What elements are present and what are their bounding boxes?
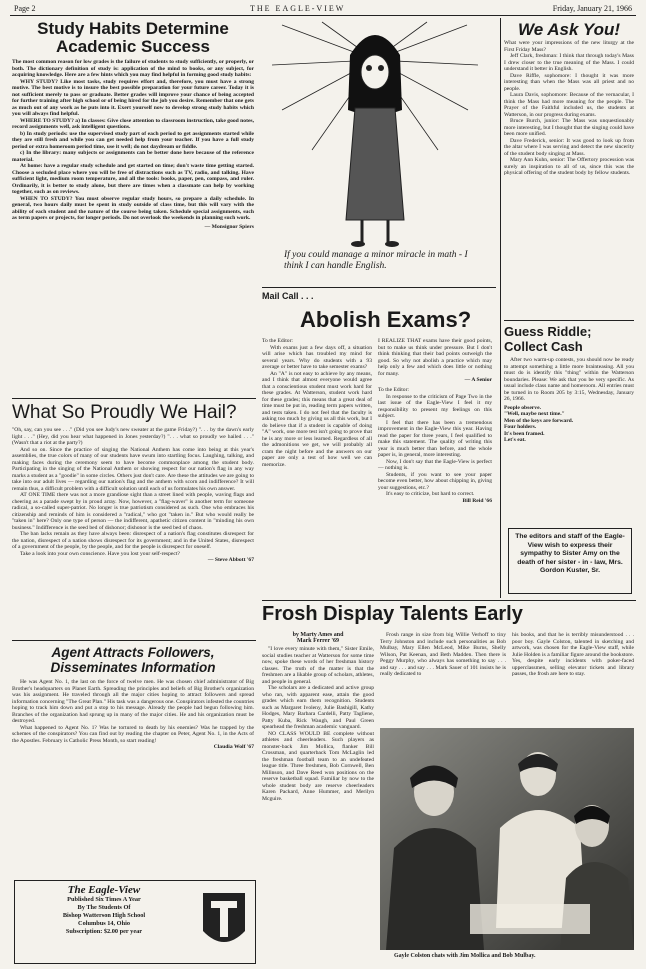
agent-article bbox=[12, 645, 254, 750]
publication-line-3: Bishop Watterson High School bbox=[62, 912, 146, 919]
paper-title: THE EAGLE-VIEW bbox=[250, 4, 346, 13]
divider-4 bbox=[504, 320, 634, 321]
letter-1-cont bbox=[378, 338, 492, 504]
study-p4: b) In study periods: use the supervised study part of each period to get assignments started while they are still fresh and while you can get needed help from your teacher. If you have a full study period or extra homeroom period time, use it well; do not daydream or fiddle. bbox=[12, 130, 254, 150]
letter1-p3: I REALIZE THAT exams have their good points, but to make us think under pressure. But I don't think thinking that their bad points outweigh the good. So why not abolish a practice which may help only a few and which does little or nothing for many. bbox=[378, 338, 492, 377]
agent-p2: What happened to Agent No. 1? Was he tortured to death by his enemies? Was he trapped by the schemes of the conspirators? You can find out by reading the chapter on Peter, Agent No. 1, in the Acts of the Apostles. February is Catholic Press Month, so start reading! bbox=[12, 724, 254, 744]
frosh-p5: his books, and that he is terribly misunderstood . . . poor boy. Gayle Colston, talented in sketching and artwork, was chosen for the Eagle-View staff, while Julie Holden is a familiar figure around the bookstore. Yes, despite early incidents with poker-faced upperclassmen, selling elevator tickets and library passes, the frosh are here to stay. bbox=[512, 632, 634, 677]
study-p5: c) In the library: many subjects or assignments can be better done here because of the reference material. bbox=[12, 150, 254, 163]
cartoon-drawing-icon bbox=[262, 20, 488, 250]
letter2-to: To the Editor: bbox=[378, 387, 409, 393]
agent-p1: He was Agent No. 1, the last on the force of twelve men. He was chosen chief administrator of Big Brother's headquarters on Planet Earth. Spreading the principles and beliefs of Big Brother's organization was his assignment. He traveled through all the major cities hoping to attract followers and spread information concerning "The Great Plan." His task was a dangerous one. Conspirators infested the countries hoping to track him down and put a stop to his message. Already the people had begun following him. Branches of the organization had sprung up in many of the major cities. He and his organization must be destroyed. bbox=[12, 679, 254, 724]
riddle-p1: After two warm-up contests, you should now be ready to attempt something a little more brainteasing. All you must do is identify this "thing" within the Watterson boundaries. Please: We ask that you be very specific. As usual include class name and homeroom. All entries must be turned in to Room 205 by 3:15, Wednesday, January 26, 1966. bbox=[504, 357, 634, 402]
abolish-headline: Abolish Exams? bbox=[300, 307, 472, 332]
publication-line-5: Subscription: $2.00 per year bbox=[65, 928, 143, 935]
hail-headline: What So Proudly We Hail? bbox=[12, 402, 237, 423]
hail-p1: "Oh, say, can you see . . ." (Did you see Judy's new sweater at the game Friday?) ". . . by the dawn's early light . . ." (Hey, did you hear what happened in Jones yesterday?) ". . . what so proudly we hailed . . ." (Wasn't that a riot at the party?) bbox=[12, 427, 254, 446]
mail-call-label: Mail Call . . . bbox=[262, 291, 314, 301]
frosh-photo-icon bbox=[380, 728, 634, 950]
divider-3 bbox=[262, 287, 496, 288]
frosh-p2: The scholars are a dedicated and active group who ran, with apparent ease, attain the good grades which earn them recognition. Students such as Margaret Ivoleny, Julie Bashigill, Kathy Hodges, Mary Barbara Cardelli, Patty Tagliene, Patty Kuba, Rick Waugh, and Paul Green spearhead the freshman academic vanguard. bbox=[262, 685, 374, 730]
hail-signature: — Steve Abbott '67 bbox=[207, 557, 254, 563]
hail-article bbox=[12, 402, 254, 563]
riddle-clue-2: "Well, maybe next time." bbox=[504, 411, 565, 417]
sympathy-text: The editors and staff of the Eagle-View wish to express their sympathy to Sister Amy on the death of her sister - in - law, Mrs. Gordon Kuster, Sr. bbox=[515, 533, 625, 574]
publication-box bbox=[14, 880, 256, 964]
riddle-clue-4: Four holders. bbox=[504, 424, 537, 430]
frosh-headline: Frosh Display Talents Early bbox=[262, 603, 523, 625]
agent-signature: Claudia Wolf '67 bbox=[213, 744, 254, 750]
masthead-rule bbox=[10, 15, 636, 16]
sympathy-box bbox=[508, 528, 632, 594]
publication-line-2: By The Students Of bbox=[77, 904, 131, 911]
riddle-article bbox=[504, 324, 634, 444]
photo-caption: Gayle Colston chats with Jim Mollica and Bob Mulbay. bbox=[394, 953, 536, 959]
riddle-headline: Guess Riddle; Collect Cash bbox=[504, 324, 592, 354]
study-p2: WHY STUDY? Like most tasks, study requires effort and, therefore, you must have a strong motive. The best motive is to insure the best possible preparation for your future career. Today it is not sufficient merely to pass or graduate. Better grades will improve your chance of being accepted for further training after high school or of being hired for the job you desire. Remember that one gets as much out of any work as he puts into it. Exert yourself now to develop strong study habits which you will always find helpful. bbox=[12, 78, 254, 117]
riddle-clue-6: Let's eat. bbox=[504, 437, 526, 443]
cartoon bbox=[262, 20, 488, 282]
letter1-to: To the Editor: bbox=[262, 338, 293, 344]
hail-p4: The ban lacks remain as they have always been: disrespect of a nation's flag constitutes disrespect for the nation, disrespect of a nation shows disrespect for its government; and in the United States, disrespect of a government of the people, by the people, and for the people is disrespect for oneself. bbox=[12, 531, 254, 550]
divider-5 bbox=[262, 600, 636, 601]
issue-date: Friday, January 21, 1966 bbox=[552, 4, 632, 13]
we-ask-answer-6: Mary Ann Kuhn, senior: The Offertory procession was surely an inspiration to all of us, since this was the physical offering of the student body by fellow students. bbox=[504, 157, 634, 176]
study-signature: — Monsignor Spiers bbox=[204, 223, 254, 230]
frosh-byline-1: by Marty Ames and bbox=[292, 632, 344, 638]
publication-line-1: Published Six Times A Year bbox=[67, 896, 141, 903]
hail-p5: Take a look into your own conscience. Have you lost your self-respect? bbox=[20, 550, 180, 557]
letter2-p4: Students, if you want to see your paper become even better, how about chipping in, giving your suggestions, etc.? bbox=[378, 471, 492, 491]
we-ask-answer-2: Dave Riffle, sophomore: I thought it was more interesting than when the Mass was all priest and no people. bbox=[504, 72, 634, 92]
school-crest-icon bbox=[201, 891, 247, 953]
frosh-byline-2: Mark Ferrer '69 bbox=[296, 638, 340, 644]
letter2-p1: In response to the criticism of Page Two in the last issue of the Eagle-View I feel it my responsibility to present my feelings on this subject. bbox=[378, 393, 492, 419]
publication-name: The Eagle-View bbox=[67, 884, 141, 896]
we-ask-headline: We Ask You! bbox=[517, 20, 621, 39]
riddle-clue-1: People observe. bbox=[504, 404, 541, 411]
we-ask-answer-5: Dave Frederick, senior: It was good to look up from the altar where I was serving and detect the new sincerity of the student body singing at Mass. bbox=[504, 137, 634, 157]
we-ask-answer-4: Bruce Burch, junior: The Mass was unquestionably more interesting, but I thought that the singing could have been more unified. bbox=[504, 118, 634, 137]
publication-line-4: Columbus 14, Ohio bbox=[78, 920, 130, 927]
frosh-col-2 bbox=[380, 632, 506, 678]
divider-1 bbox=[12, 398, 256, 399]
we-ask-answer-1: Jeff Clark, freshman: I think that through today's Mass I drew closer to the true meaning of the Mass. I could understand it better in English. bbox=[504, 53, 634, 72]
column-rule bbox=[500, 18, 501, 598]
study-p1: The most common reason for low grades is the failure of students to study sufficiently, or properly, or both. The dictionary definition of study is: application of the mind to books, or any subject, for acquiring knowledge. Here are a few hints which you may find helpful in forming good study habits: bbox=[12, 59, 254, 78]
letter1-p1: With exams just a few days off, a situation will arise which has troubled my mind for several years. Why do students with a 93 average or better have to take semester exams? bbox=[262, 344, 372, 370]
frosh-p1: "I love every minute with them," Sister Emile, social studies teacher at Watterson for some time now, spoke these words of her freshman history classes. The truth of the matter is that the freshmen are a likable group of scholars, athletes, and people in general. bbox=[262, 646, 374, 685]
cartoon-caption: If you could manage a minor miracle in math - I think I can handle English. bbox=[284, 250, 468, 271]
we-ask-question: What were your impressions of the new liturgy at the First Friday Mass? bbox=[504, 40, 634, 53]
page-number: Page 2 bbox=[14, 4, 36, 13]
letter1-signature: — A Senior bbox=[464, 377, 492, 383]
agent-headline: Agent Attracts Followers, Disseminates Information bbox=[50, 645, 216, 675]
letter-1 bbox=[262, 338, 372, 468]
frosh-p4: Frosh range in size from big Willie Verhoff to tiny Terry Johnston and include such personalities as Bob Mulbay, Mary Ellen McLeod, Mike Burns, Shelly Wilson, Pat Keenan, and Beth Madden. Then there is Peggy Murphy, who always has something to say . . . and say . . . and say . . . Mark Sauer of 101 insists he is really dedicated to bbox=[380, 632, 506, 677]
letter1-p2: An "A" is not easy to achieve by any means, and I think that almost everyone would agree that a conscientious student must work hard for these grades. At Watterson, student work hard for these grades; this means that a great deal of time must be put in, reading term papers written, and tests taken. I do not feel that the faculty is asking too much by giving us all this work, but I do believe that if a student is capable of doing "A" work, one more test isn't going to prove that he is any more or less learned. Regardless of all the admonitions we get, we will probably all cram the night before and the answers on our paper are only a test of how well we can memorize. bbox=[262, 370, 372, 468]
letter2-p5: It's easy to criticize, but hard to correct. bbox=[386, 491, 475, 497]
we-ask-answer-3: Laura Davis, sophomore: Because of the vernacular, I think the Mass had more meaning for the people. The Prayer of the Faithful included us, the students at Watterson, in our progress during exams. bbox=[504, 92, 634, 118]
letter2-p2: I feel that there has been a tremendous improvement in the Eagle-View this year. Having read the paper for three years, I feel qualified to make this statement. The quality of writing this year is much better than before, and the whole paper is, in general, more interesting. bbox=[378, 419, 492, 458]
study-p7: WHEN TO STUDY? You must observe regular study hours, so prepare a daily schedule. In general, two hours daily must be spent in study outside of class time, but this will vary with the ability of each student and the nature of the course being taken. Schedule special assignments, such as term papers or projects, for longer periods. Do not overlook the weekends in planning such work. bbox=[12, 195, 254, 221]
study-p6: At home: have a regular study schedule and get started on time; don't waste time getting started. Choose a secluded place where you will be free of distractions such as TV, radio, and talking. Have sufficient light, medium room temperature, and all the tools: books, paper, pen, compass, and ruler. Ordinarily, it is better to study alone, but there are times when a classmate can help by working together, such as on reviews. bbox=[12, 163, 254, 195]
riddle-clue-5: It's been framed. bbox=[504, 430, 545, 437]
hail-p3: AT ONE TIME there was not a more grandiose sight than a street lined with people, waving flags and cheering as a parade swept by in proud array. Now, however, a "flag-waver" is another term for someone radical, a so-called super-patriot. No longer is true patriotism considered as such. One who embraces his citizenship and reminds of him is considered a "radical," who got "taken in." But who would really be "taken in" here? Only one type of person — the indifferent, apathetic citizen content in "minding his own business." Indifference is the seed bed of dishonor; dishonor is the seed bed of chaos. bbox=[12, 492, 254, 531]
divider-2 bbox=[12, 640, 256, 641]
we-ask-column bbox=[504, 20, 634, 177]
riddle-clue-3: Men of the keys are forward. bbox=[504, 417, 574, 424]
hail-p2: And so on. Since the practice of singing the National Anthem has come into being at this year's assemblies, the true colors of many of our students have swum into startling focus. Laughing, talking, and making faces during the ceremony seem to have become commonplace among the student body. Participating in the singing of the National Anthem or showing respect for our nation's flag in any way marks a student as a "goodie" in some circles. Others just don't care. Are these the attitudes we are going to take into our adult lives — regarding our nation's flag and the anthem with scorn and indifference? It will remain thus, a difficult problem with a difficult solution until each of us formulates his own answer. bbox=[12, 446, 254, 492]
study-headline: Study Habits Determine Academic Success bbox=[37, 19, 229, 56]
study-p3: WHERE TO STUDY? a) In classes: Give close attention to classroom instruction, take good notes, record assignments well, ask intelligent questions. bbox=[12, 117, 255, 130]
letter2-p3: Now, I don't say that the Eagle-View is perfect — nothing is. bbox=[378, 458, 492, 471]
frosh-col-3 bbox=[512, 632, 634, 678]
frosh-p3: NO CLASS WOULD BE complete without athletes and cheerleaders. Such players as monster-back Jim Mollica, flanker Bill Crossman, and quarterback Tom McLaglin led the freshman football team to an undefeated league title. Three freshmen, Bob Cornwell, Ben Milinson, and Dave Reed won positions on the reserve basketball squad. Familiar by now to the whole student body are reserve cheerleaders Karen Packard, Anne Hummer, and Merilyn Mcguire. bbox=[262, 730, 374, 802]
frosh-col-1 bbox=[262, 632, 374, 802]
study-article bbox=[12, 20, 254, 230]
letter2-signature: Bill Reid '66 bbox=[462, 497, 492, 504]
